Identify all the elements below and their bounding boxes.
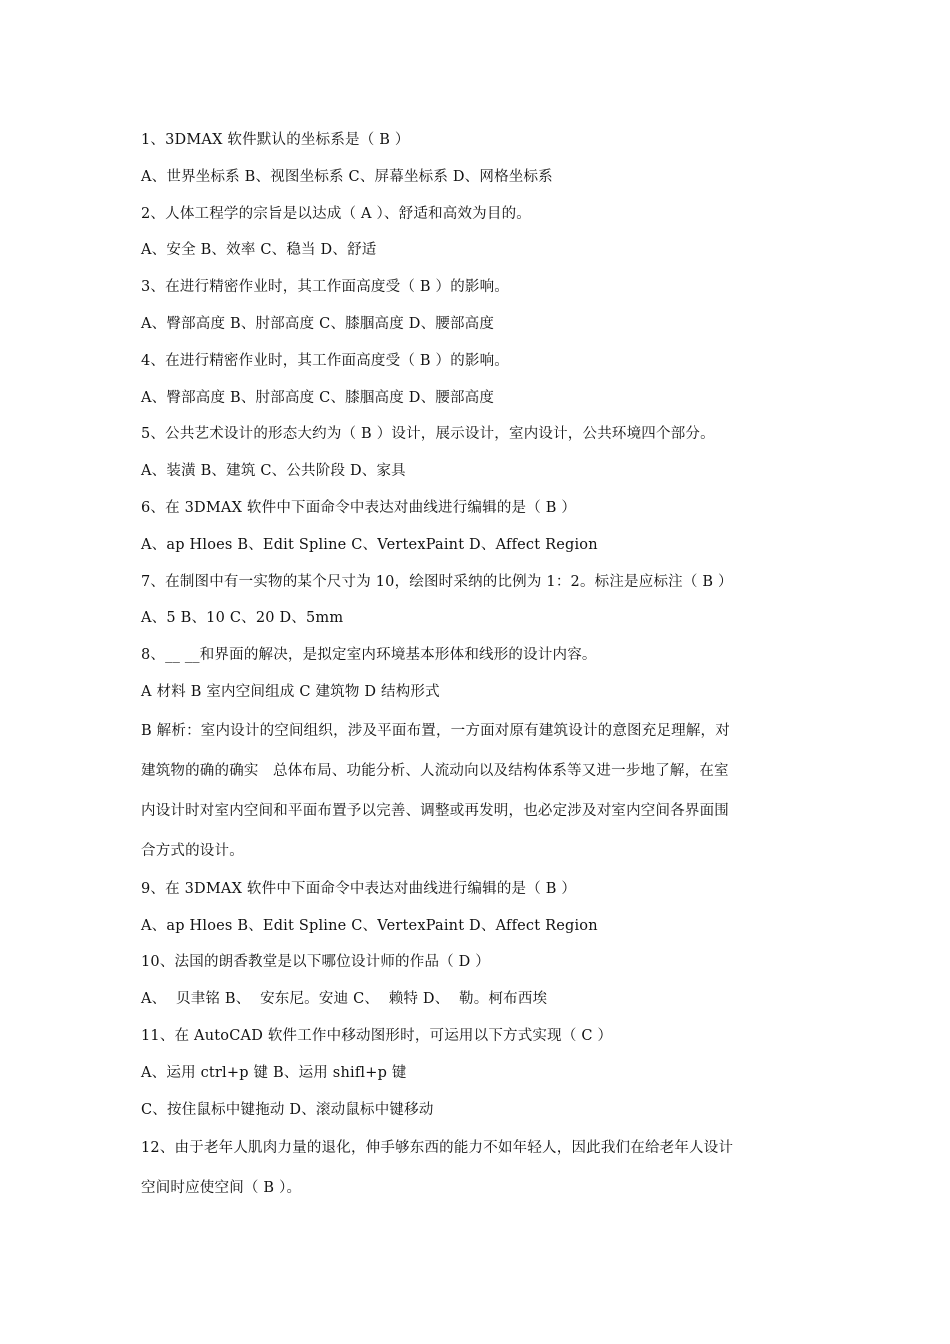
options-11-part-1: A、运用 ctrl+p 键 B、运用 shifl+p 键 <box>141 1064 407 1081</box>
options-5: A、装潢 B、建筑 C、公共阶段 D、家具 <box>141 463 406 480</box>
question-5: 5、公共艺术设计的形态大约为（ B ）设计，展示设计，室内设计，公共环境四个部分。 <box>141 426 715 443</box>
options-3: A、臀部高度 B、肘部高度 C、膝腘高度 D、腰部高度 <box>141 315 495 332</box>
options-7: A、5 B、10 C、20 D、5mm <box>141 610 344 627</box>
document-content <box>141 122 821 1208</box>
explanation-8-line-2: 建筑物的确的确实 总体布局、功能分析、人流动向以及结构体系等又进一步地了解，在室 <box>141 762 729 779</box>
question-10: 10、法国的朗香教堂是以下哪位设计师的作品（ D ） <box>141 954 490 971</box>
explanation-8-line-3: 内设计时对室内空间和平面布置予以完善、调整或再发明，也必定涉及对室内空间各界面围 <box>141 802 729 819</box>
question-2: 2、人体工程学的宗旨是以达成（ A ）、舒适和高效为目的。 <box>141 205 531 222</box>
question-1: 1、3DMAX 软件默认的坐标系是（ B ） <box>141 132 410 148</box>
question-12-line-1: 12、由于老年人肌肉力量的退化，伸手够东西的能力不如年轻人，因此我们在给老年人设计 <box>141 1140 734 1157</box>
options-4: A、臀部高度 B、肘部高度 C、膝腘高度 D、腰部高度 <box>141 389 495 406</box>
options-2: A、安全 B、效率 C、稳当 D、舒适 <box>141 242 377 259</box>
explanation-8-line-4: 合方式的设计。 <box>141 842 244 859</box>
options-9: A、ap Hloes B、Edit Spline C、VertexPaint D、Affect Region <box>141 917 598 934</box>
question-12-line-2: 空间时应使空间（ B ）。 <box>141 1180 302 1197</box>
options-8: A 材料 B 室内空间组成 C 建筑物 D 结构形式 <box>141 683 440 700</box>
options-6: A、ap Hloes B、Edit Spline C、VertexPaint D、Affect Region <box>141 536 598 553</box>
question-9: 9、在 3DMAX 软件中下面命令中表达对曲线进行编辑的是（ B ） <box>141 880 577 897</box>
question-7: 7、在制图中有一实物的某个尺寸为 10，绘图时采纳的比例为 1：2。标注是应标注（ B ） <box>141 573 733 590</box>
question-3: 3、在进行精密作业时，其工作面高度受（ B ）的影响。 <box>141 279 509 296</box>
explanation-8-line-1: B 解析：室内设计的空间组织，涉及平面布置，一方面对原有建筑设计的意图充足理解，对 <box>141 722 730 739</box>
question-8: 8、__ __和界面的解决，是拟定室内环境基本形体和线形的设计内容。 <box>141 647 597 664</box>
question-6: 6、在 3DMAX 软件中下面命令中表达对曲线进行编辑的是（ B ） <box>141 499 577 516</box>
options-10: A、 贝聿铭 B、 安东尼。安迪 C、 赖特 D、 勒。柯布西埃 <box>141 991 548 1008</box>
options-11-part-2: C、按住鼠标中键拖动 D、滚动鼠标中键移动 <box>141 1101 434 1118</box>
question-4: 4、在进行精密作业时，其工作面高度受（ B ）的影响。 <box>141 352 509 369</box>
options-1: A、世界坐标系 B、视图坐标系 C、屏幕坐标系 D、网格坐标系 <box>141 168 553 185</box>
question-11: 11、在 AutoCAD 软件工作中移动图形时，可运用以下方式实现（ C ） <box>141 1027 613 1044</box>
